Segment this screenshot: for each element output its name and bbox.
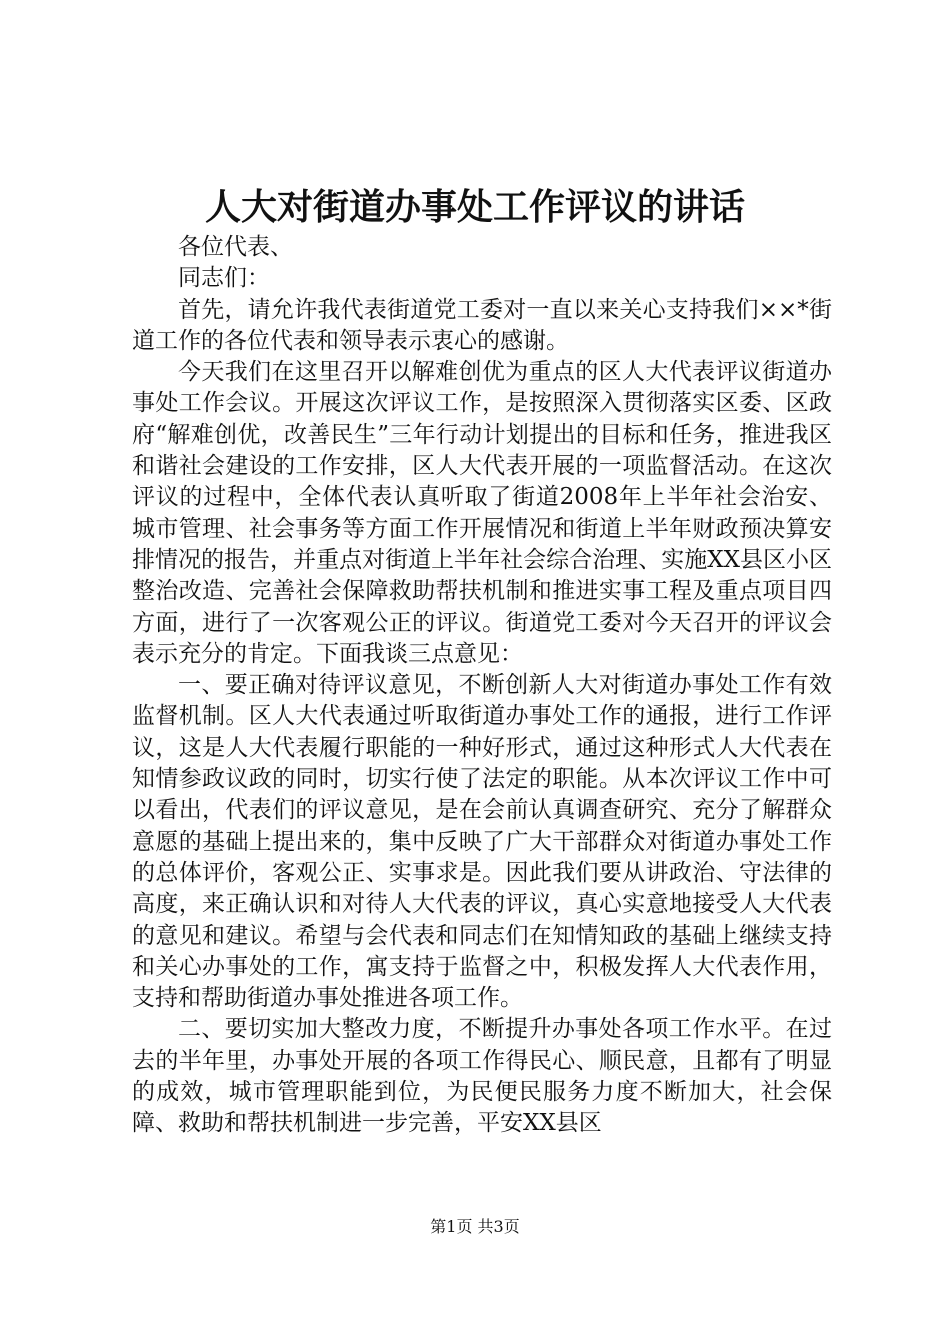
page-footer: 第1页 共3页	[430, 1217, 520, 1236]
document-title: 人大对街道办事处工作评议的讲话	[204, 186, 745, 228]
paragraph-meeting-intro: 今天我们在这里召开以解难创优为重点的区人大代表评议街道办事处工作会议。开展这次评议工作，是按照深入贯彻落实区委、区政府“解难创优，改善民生”三年行动计划提出的目标和任务，推进我区和谐社会建设的工作安排，区人大代表开展的一项监督活动。在这次评议的过程中，全体代表认真听取了街道2008年上半年社会治安、城市管理、社会事务等方面工作开展情况和街道上半年财政预决算安排情况的报告，并重点对街道上半年社会综合治理、实施XX县区小区整治改造、完善社会保障救助帮扶机制和推进实事工程及重点项目四方面，进行了一次客观公正的评议。街道党工委对今天召开的评议会表示充分的肯定。下面我谈三点意见：	[132, 359, 832, 667]
paragraph-salutation-2: 同志们：	[178, 265, 270, 292]
paragraph-point-two: 二、要切实加大整改力度，不断提升办事处各项工作水平。在过去的半年里，办事处开展的各项工作得民心、顺民意，且都有了明显的成效，城市管理职能到位，为民便民服务力度不断加大，社会保障、救助和帮扶机制进一步完善，平安XX县区	[132, 1016, 832, 1137]
paragraph-salutation-1: 各位代表、	[178, 234, 293, 260]
paragraph-point-one: 一、要正确对待评议意见，不断创新人大对街道办事处工作有效监督机制。区人大代表通过听取街道办事处工作的通报，进行工作评议，这是人大代表履行职能的一种好形式，通过这种形式人大代表在知情参政议政的同时，切实行使了法定的职能。从本次评议工作中可以看出，代表们的评议意见，是在会前认真调查研究、充分了解群众意愿的基础上提出来的，集中反映了广大干部群众对街道办事处工作的总体评价，客观公正、实事求是。因此我们要从讲政治、守法律的高度，来正确认识和对待人大代表的评议，真心实意地接受人大代表的意见和建议。希望与会代表和同志们在知情知政的基础上继续支持和关心办事处的工作，寓支持于监督之中，积极发挥人大代表作用，支持和帮助街道办事处推进各项工作。	[132, 672, 832, 1012]
paragraph-thanks: 首先，请允许我代表街道党工委对一直以来关心支持我们××*街道工作的各位代表和领导表示衷心的感谢。	[132, 296, 832, 354]
document-body	[132, 232, 832, 1140]
